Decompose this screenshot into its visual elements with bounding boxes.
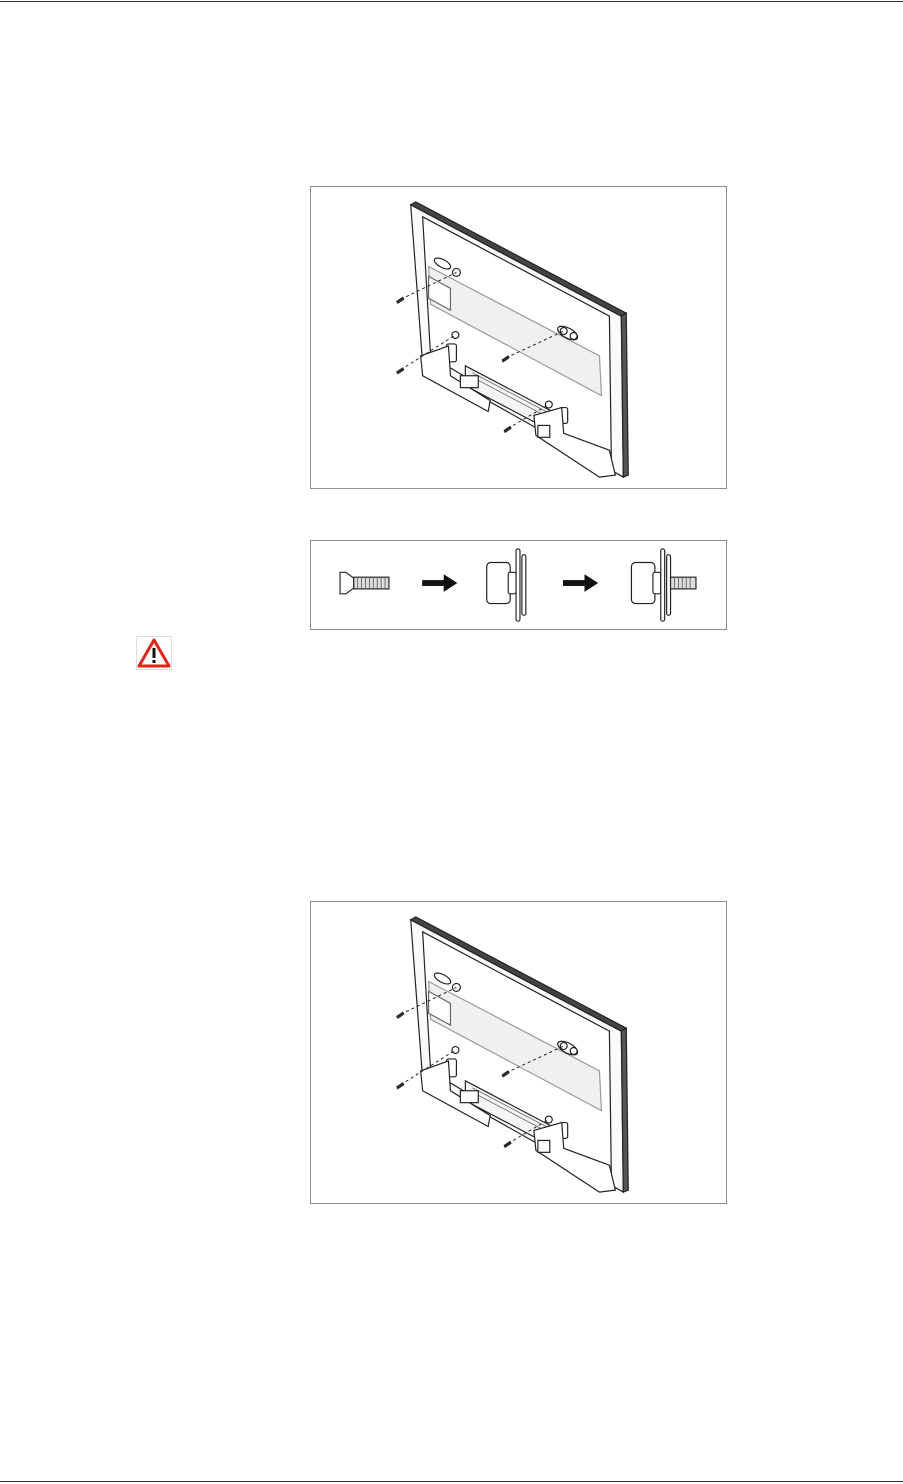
footer-rule [0, 1481, 903, 1482]
tv-rear-illustration-repeat [311, 902, 726, 1203]
screw-sequence-illustration [311, 541, 726, 629]
tv-rear-figure [310, 186, 727, 489]
screw-sequence-figure [310, 540, 727, 630]
tv-rear-figure-repeat [310, 901, 727, 1204]
tv-rear-illustration [311, 187, 726, 488]
header-rule [0, 1, 903, 2]
warning-triangle-icon [136, 636, 172, 670]
